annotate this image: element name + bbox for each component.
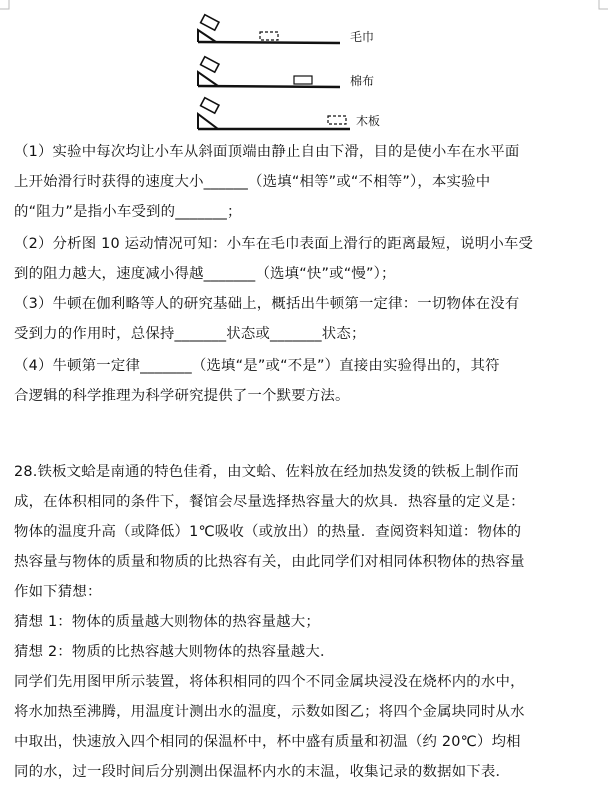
ramp-wood bbox=[198, 98, 350, 129]
q4-line-2: 合逻辑的科学推理为科学研究提供了一个默要方法。 bbox=[14, 388, 350, 404]
q28-line-11: 同的水，过一段时间后分别测出保温杯内水的末温，收集记录的数据如下表． bbox=[14, 764, 511, 780]
label-towel: 毛巾 bbox=[350, 30, 375, 44]
q28-line-9: 将水加热至沸腾，用温度计测出水的温度，示数如图乙；将四个金属块同时从水 bbox=[14, 704, 525, 720]
q3-line-1: （3）牛顿在伽利略等人的研究基础上，概括出牛顿第一定律：一切物体在没有 bbox=[14, 296, 520, 312]
q1-line-3: 的“阻力”是指小车受到的_______； bbox=[14, 204, 242, 220]
q28-line-1: 28.铁板文蛤是南通的特色佳肴，由文蛤、佐料放在经加热发烫的铁板上制作而 bbox=[14, 464, 519, 480]
q4-line-1: （4）牛顿第一定律_______（选填“是”或“不是”）直接由实验得出的，其符 bbox=[14, 358, 500, 374]
page-corner-mark-left bbox=[0, 0, 10, 10]
label-wood: 木板 bbox=[356, 114, 381, 128]
q28-guess-2: 猜想 2：物质的比热容越大则物体的热容量越大． bbox=[14, 644, 335, 660]
q28-line-2: 成，在体积相同的条件下，餐馆会尽量选择热容量大的炊具．热容量的定义是： bbox=[14, 494, 525, 510]
q28-line-10: 中取出，快速放入四个相同的保温杯中，杯中盛有质量和初温（约 20℃）均相 bbox=[14, 734, 521, 750]
q2-line-1: （2）分析图 10 运动情况可知：小车在毛巾表面上滑行的距离最短，说明小车受 bbox=[14, 236, 534, 252]
q28-line-5: 作如下猜想： bbox=[14, 584, 102, 600]
label-cotton: 棉布 bbox=[350, 74, 375, 88]
q28-guess-1: 猜想 1：物体的质量越大则物体的热容量越大； bbox=[14, 614, 320, 630]
page-corner-mark-right bbox=[598, 0, 608, 10]
experiment-figure bbox=[190, 6, 400, 136]
q1-line-1: （1）实验中每次均让小车从斜面顶端由静止自由下滑，目的是使小车在水平面 bbox=[14, 144, 520, 160]
ramp-towel bbox=[198, 15, 340, 43]
q28-line-8: 同学们先用图甲所示装置，将体积相同的四个不同金属块浸没在烧杯内的水中， bbox=[14, 674, 525, 690]
ramp-cotton bbox=[198, 57, 340, 87]
q3-line-2: 受到力的作用时，总保持_______状态或_______状态； bbox=[14, 326, 366, 342]
q2-line-2: 到的阻力越大，速度减小得越_______（选填“快”或“慢”）； bbox=[14, 266, 396, 282]
q28-line-3: 物体的温度升高（或降低）1℃吸收（或放出）的热量．查阅资料知道：物体的 bbox=[14, 524, 522, 540]
q1-line-2: 上开始滑行时获得的速度大小______（选填“相等”或“不相等”），本实验中 bbox=[14, 174, 491, 190]
q28-line-4: 热容量与物体的质量和物质的比热容有关，由此同学们对相同体积物体的热容量 bbox=[14, 554, 525, 570]
